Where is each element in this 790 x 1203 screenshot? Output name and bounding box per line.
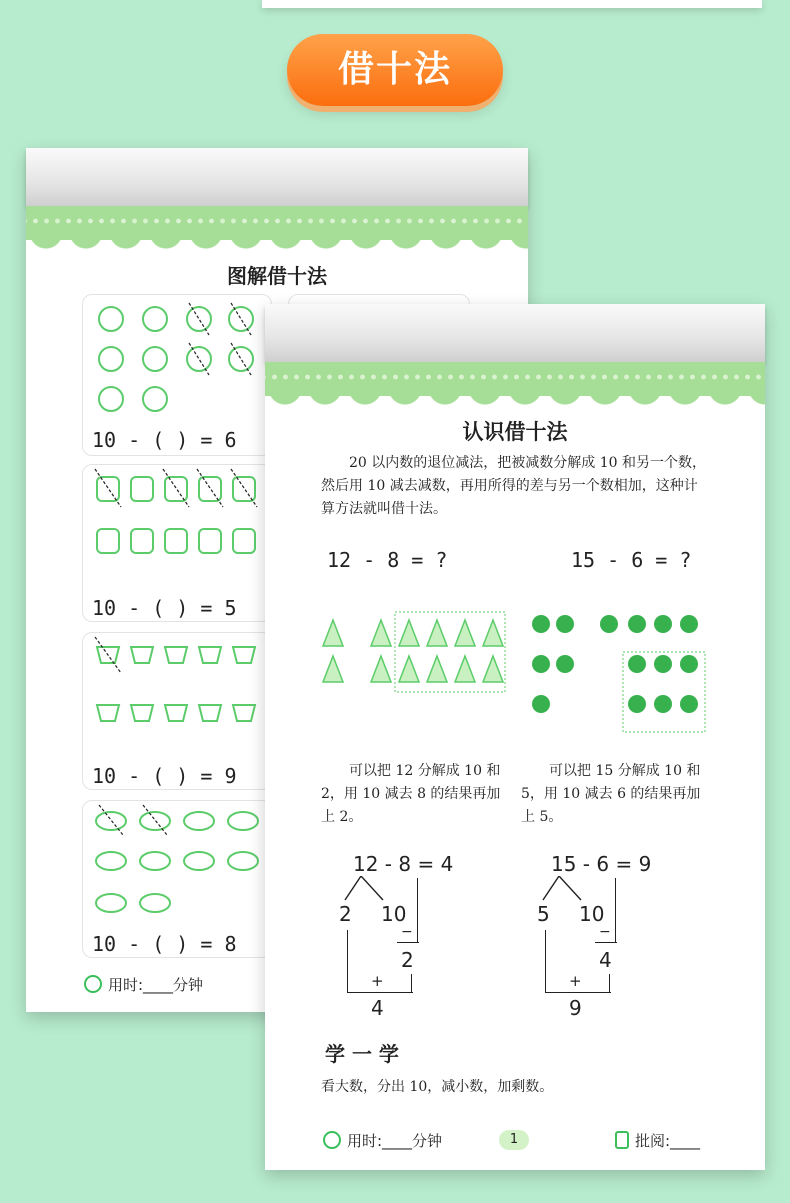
icecream-icons	[527, 610, 715, 734]
review-field	[615, 1130, 700, 1151]
calc-plus-left: +	[371, 972, 384, 990]
review-label: 批阅:____	[635, 1132, 701, 1150]
equation: 10 - ( ) = 9	[92, 764, 237, 788]
front-worksheet	[265, 304, 765, 1170]
calc-minus-right: −	[599, 924, 611, 940]
calc-minus-left: −	[401, 924, 413, 940]
decor-scallop	[265, 388, 765, 408]
learn-title: 学 一 学	[325, 1042, 399, 1066]
split-lines-left	[339, 876, 429, 904]
decor-scallop	[26, 232, 528, 252]
front-timer	[323, 1130, 442, 1151]
calc-diff-left: 2	[401, 948, 414, 972]
explain-left: 可以把 12 分解成 10 和 2，用 10 减去 8 的结果再加上 2。	[321, 763, 501, 825]
basket-icons	[83, 465, 273, 575]
decor-dots	[26, 218, 528, 224]
equation: 10 - ( ) = 8	[92, 932, 237, 956]
banner-title: 借十法	[287, 34, 503, 106]
back-title: 图解借十法	[227, 264, 327, 288]
calc-split-b-right: 10	[579, 902, 605, 926]
front-title: 认识借十法	[462, 420, 568, 444]
pizza-icons	[83, 801, 273, 921]
equation: 10 - ( ) = 5	[92, 596, 237, 620]
page-number: 1	[499, 1130, 529, 1150]
calc-split-b-left: 10	[381, 902, 407, 926]
calc-equation-left: 12 - 8 = 4	[353, 852, 454, 876]
top-sheet-edge	[262, 0, 762, 8]
cabbage-icons	[83, 295, 273, 425]
calc-sum-right: 9	[569, 996, 582, 1020]
explain-right: 可以把 15 分解成 10 和 5，用 10 减去 6 的结果再加上 5。	[521, 763, 701, 825]
calc-sum-left: 4	[371, 996, 384, 1020]
intro-paragraph: 20 以内数的退位减法，把被减数分解成 10 和另一个数，然后用 10 减去减数，再用所得的差与另一个数相加，这种计算方法就叫借十法。	[321, 455, 706, 517]
calc-plus-right: +	[569, 972, 582, 990]
calc-split-a-right: 5	[537, 902, 550, 926]
paper-roll	[26, 148, 528, 206]
decor-dots	[265, 374, 765, 380]
problem-left: 12 - 8 = ?	[327, 548, 448, 572]
equation: 10 - ( ) = 6	[92, 428, 237, 452]
timer-label: 用时:____分钟	[347, 1132, 443, 1150]
problem-right: 15 - 6 = ?	[571, 548, 692, 572]
cup-icons	[83, 633, 273, 743]
calc-equation-right: 15 - 6 = 9	[551, 852, 652, 876]
split-lines-right	[537, 876, 627, 904]
clock-icon	[84, 975, 102, 993]
dumpling-icons	[317, 606, 517, 702]
calc-split-a-left: 2	[339, 902, 352, 926]
calc-diff-right: 4	[599, 948, 612, 972]
learn-text: 看大数，分出 10，减小数，加剩数。	[321, 1079, 554, 1095]
timer-label: 用时:____分钟	[108, 976, 204, 994]
paper-roll	[265, 304, 765, 362]
back-timer	[84, 974, 203, 995]
plant-icon	[615, 1131, 629, 1149]
clock-icon	[323, 1131, 341, 1149]
